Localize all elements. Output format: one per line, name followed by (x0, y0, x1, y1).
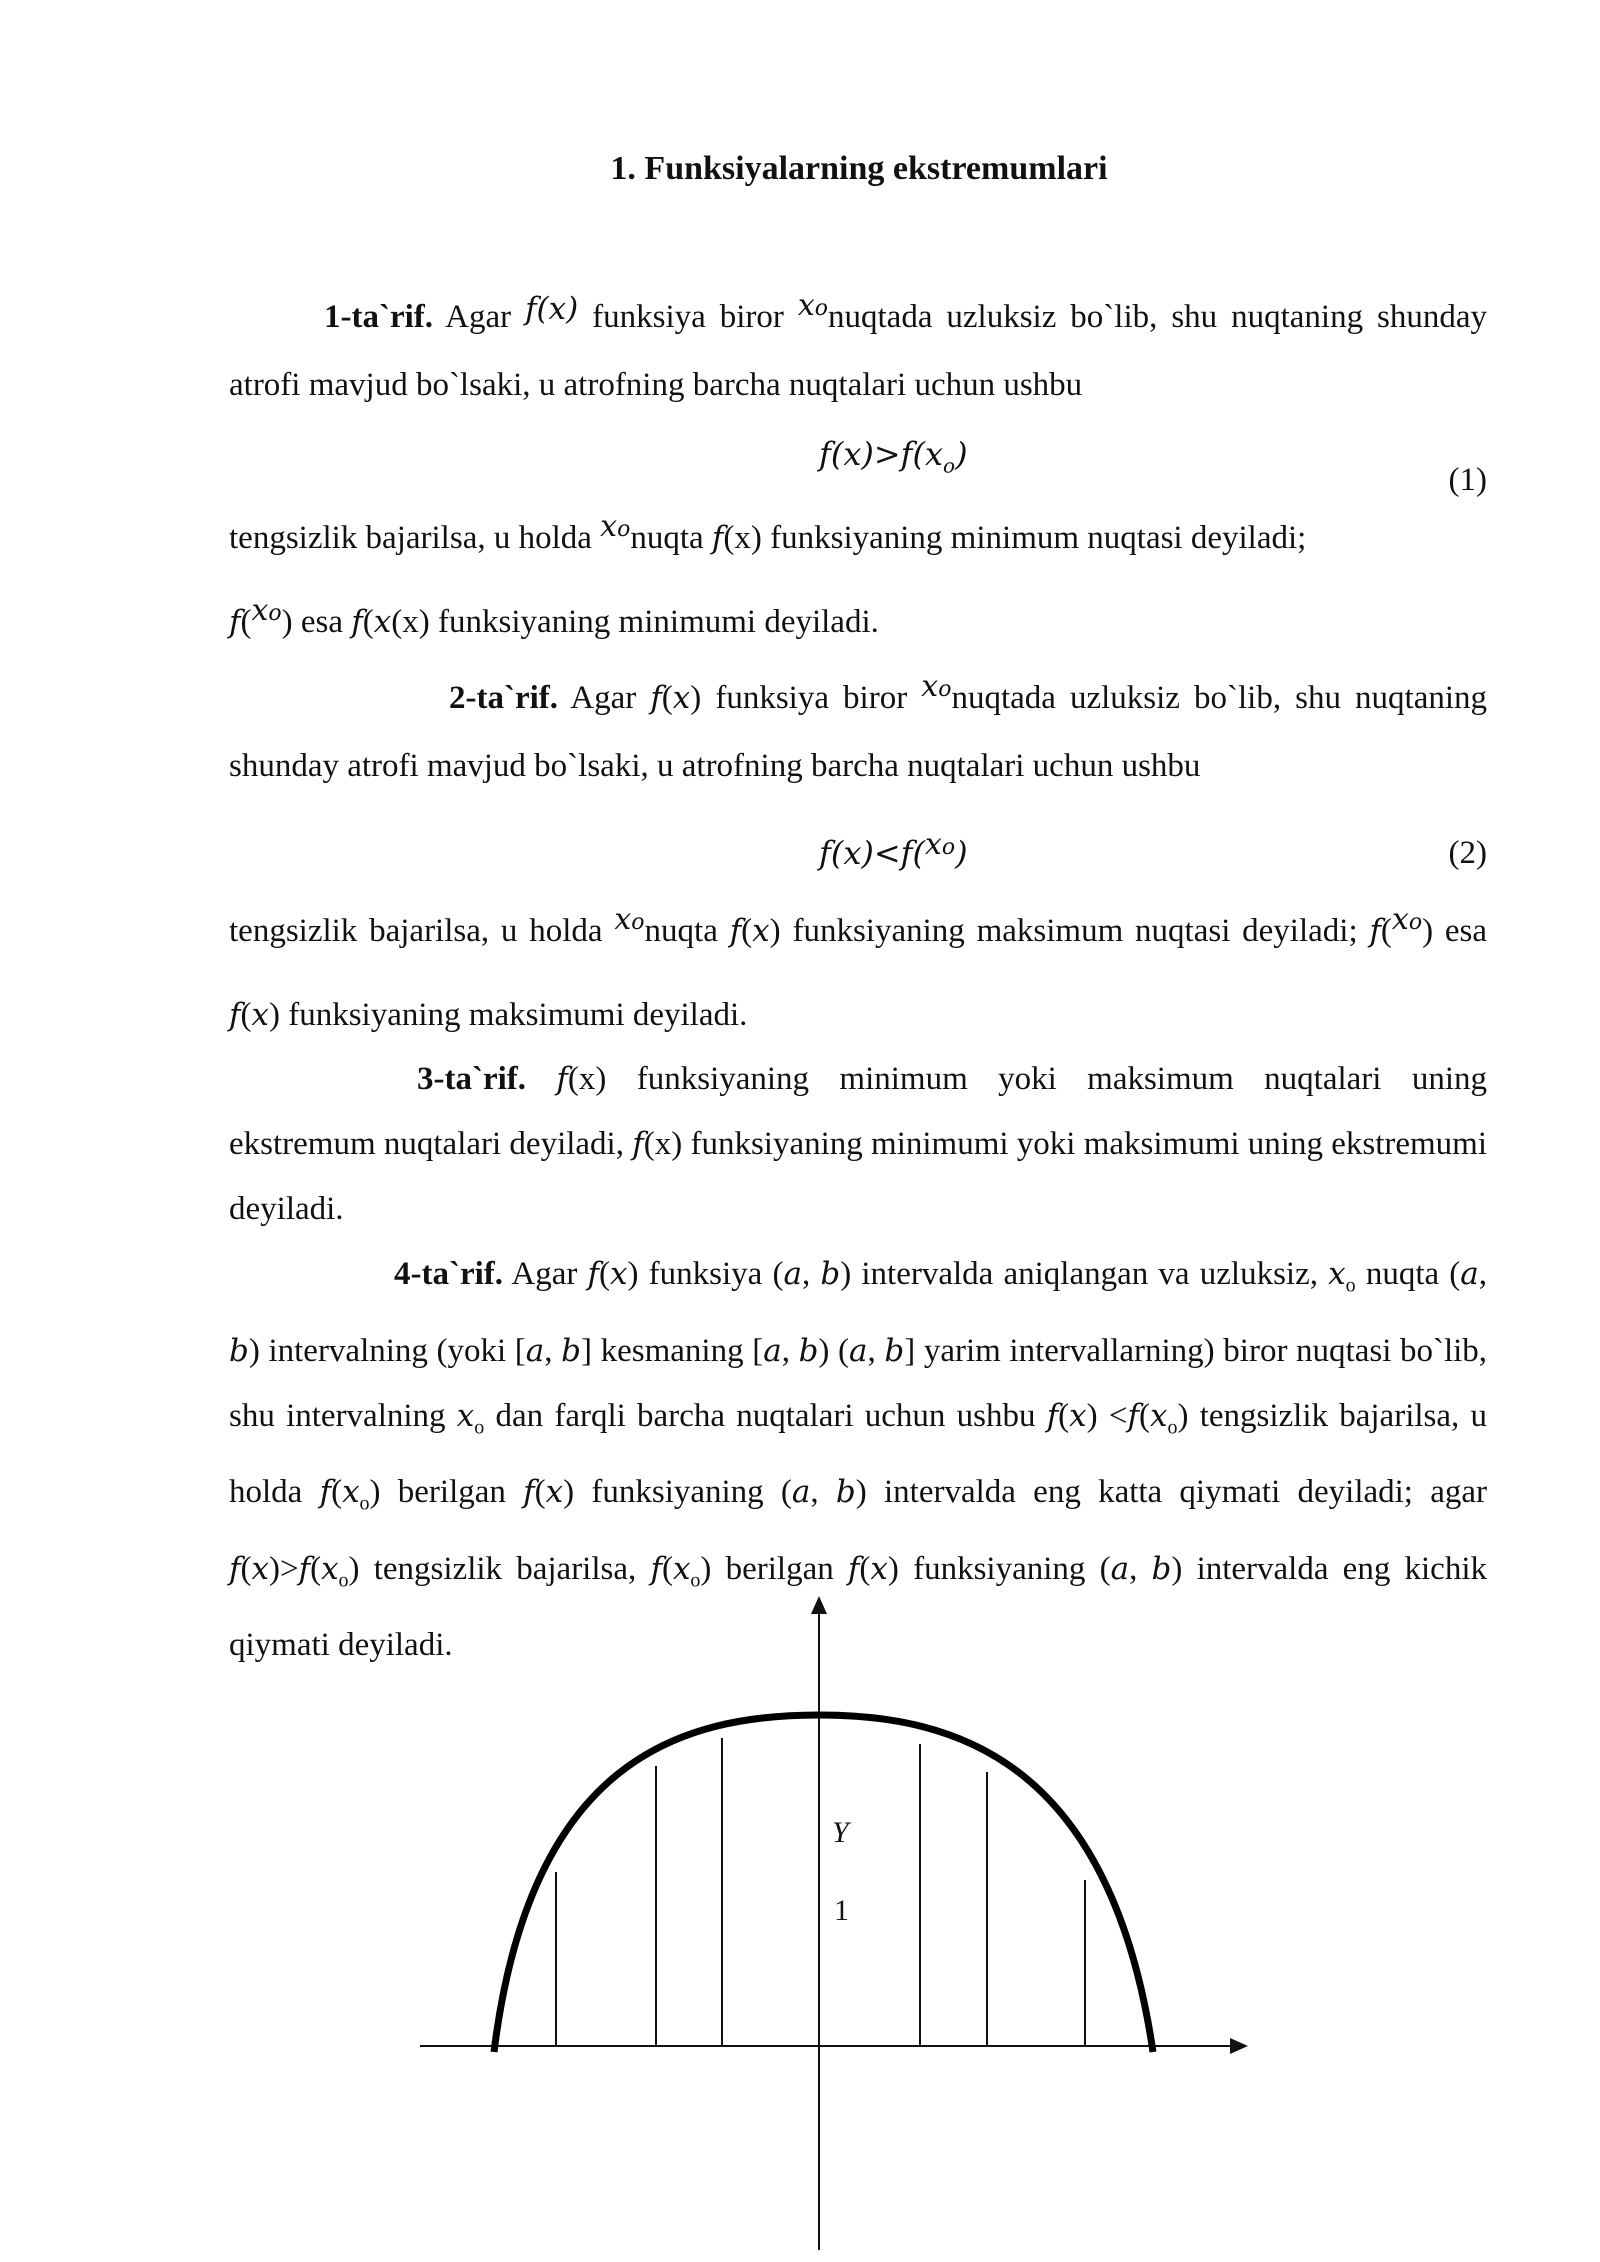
equation-1-formula: $f(x)>f(x_o)$ (819, 435, 968, 478)
def4-label: 4-ta`rif. (394, 1256, 504, 1292)
x0-symbol: xo (797, 288, 828, 323)
x0-symbol: xo (251, 593, 282, 628)
definition-3: 3-ta`rif. f(x) funksiyaning minimum yoki maksimum nuqtalari uning ekstremum nuqtalari deyiladi, f(x) funksiyaning minimumi yoki maksimumi uning ekstremumi deyiladi. (229, 1061, 1488, 1227)
y-axis-arrow (811, 1596, 827, 1614)
definition-4: 4-ta`rif. Agar f(x) funksiya (a, b) intervalda aniqlangan va uzluksiz, $x_o$ nuqta (a, b) intervalning (yoki [a, b] kesmaning [a, b) (a, b] yarim intervallarning) biror nuqtasi bo`lib, shu intervalning $x_o$ dan farqli barcha nuqtalari uchun ushbu $f(x) <f(x_o)$ tengsizlik bajarilsa, u holda $f(x_o)$ berilgan f(x) funksiyaning (a, b) intervalda eng katta qiymati deyiladi; agar $f(x)>f(x_o)$ tengsizlik bajarilsa, $f(x_o)$ berilgan f(x) funksiyaning (a, b) intervalda eng kichik qiymati deyiladi. (229, 1256, 1488, 1664)
y-axis-label: Y (832, 1816, 849, 1849)
definition-1-cont: tengsizlik bajarilsa, u holda xonuqta f(x) funksiyaning minimum nuqtasi deyiladi; f(xo) esa f(x(x) funksiyaning minimumi deyiladi. (229, 509, 1307, 640)
equation-2-number: (2) (1448, 835, 1487, 871)
equation-1-number: (1) (1448, 462, 1487, 498)
hatch-lines (556, 1738, 1085, 2046)
x0-symbol: xo (1391, 902, 1423, 937)
def3-label: 3-ta`rif. (417, 1061, 527, 1097)
definition-2: 2-ta`rif. Agar f(x) funksiya biror xonuqtada uzluksiz bo`lib, shu nuqtaning shunday atrofi mavjud bo`lsaki, u atrofning barcha nuqtalari uchun ushbu (229, 669, 1488, 784)
fx-symbol: f(x) (525, 291, 579, 327)
page-title: 1. Funksiyalarning ekstremumlari (610, 150, 1108, 187)
one-label: 1 (834, 1894, 849, 1927)
definition-2-cont: tengsizlik bajarilsa, u holda xonuqta f(x) funksiyaning maksimum nuqtasi deyiladi; f(xo) esa f(x) funksiyaning maksimumi deyiladi. (229, 902, 1488, 1033)
x0-symbol: xo (614, 902, 645, 937)
function-arc (494, 1715, 1153, 2052)
x0-symbol: xo (600, 509, 631, 544)
definition-1: 1-ta`rif. Agar f(x) funksiya biror xonuqtada uzluksiz bo`lib, shu nuqtaning shunday atrofi mavjud bo`lsaki, u atrofning barcha nuqtalari uchun ushbu (229, 288, 1488, 403)
equation-2-formula: f(x)<f(xo) (819, 827, 968, 872)
def2-label: 2-ta`rif. (449, 680, 559, 716)
x0-symbol: xo (921, 669, 952, 704)
x-axis-arrow (1230, 2038, 1248, 2054)
def1-label: 1-ta`rif. (324, 299, 434, 335)
